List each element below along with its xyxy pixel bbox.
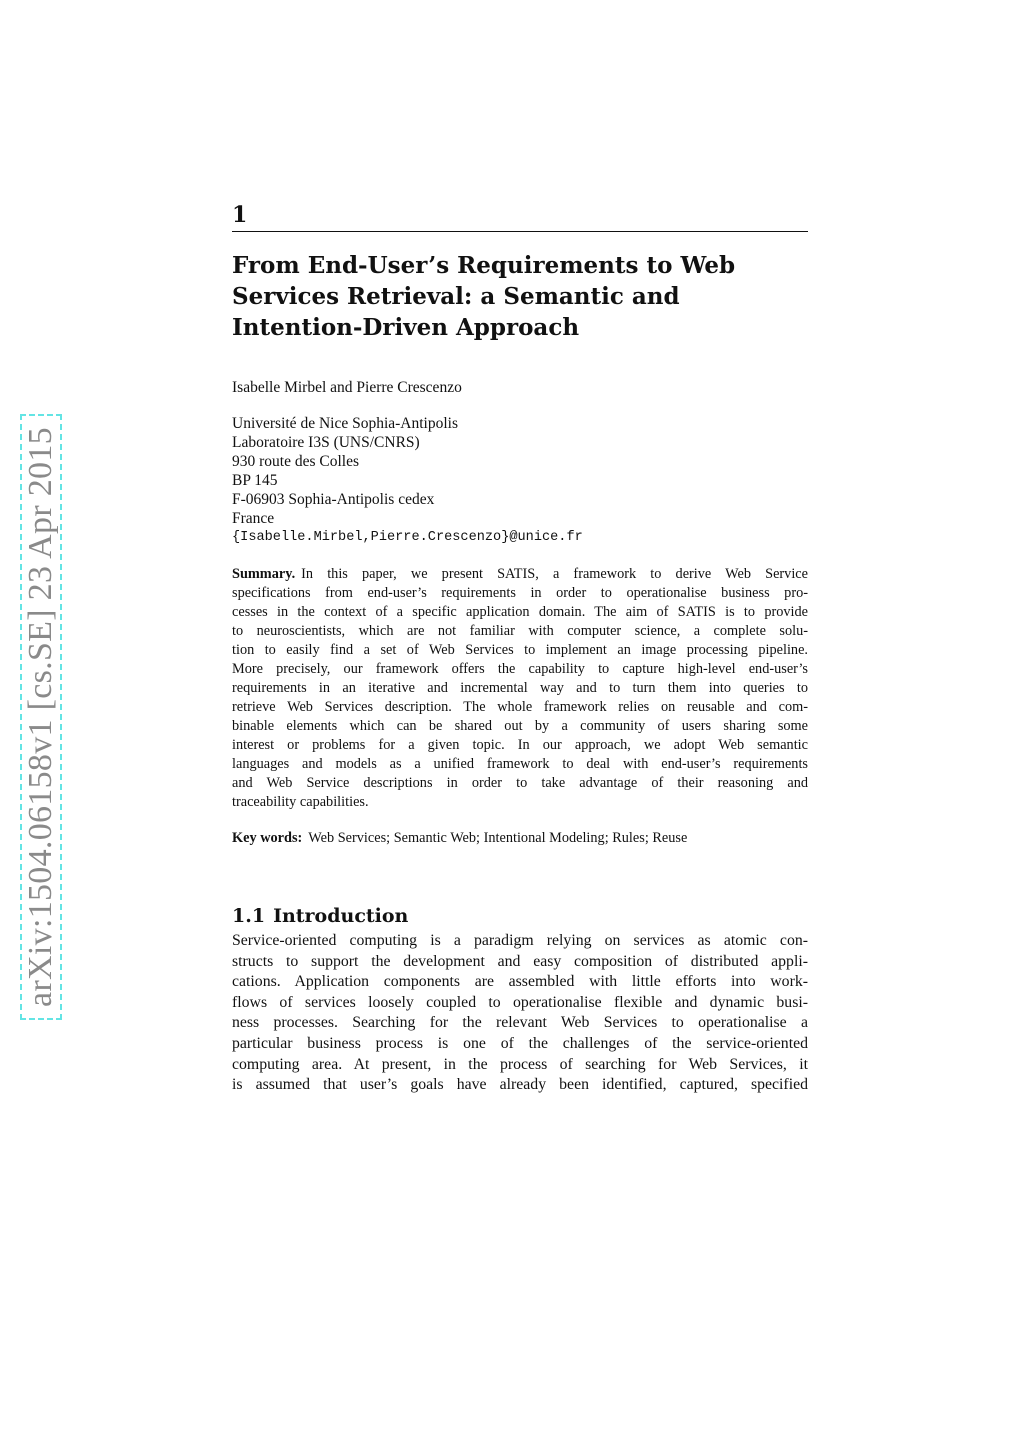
summary-line: specifications from end-user’s requirements in order to operationalise business pro- <box>232 585 808 601</box>
summary-text: In this paper, we present SATIS, a framework to derive Web Service <box>301 566 808 582</box>
summary-line: binable elements which can be shared out by a community of users sharing some <box>232 718 808 734</box>
summary-line: More precisely, our framework offers the capability to capture high-level end-user’s <box>232 661 808 677</box>
intro-line: particular business process is one of the challenges of the service-oriented <box>232 1034 808 1052</box>
affiliation-line: France <box>232 510 275 527</box>
summary-line: interest or problems for a given topic. In our approach, we adopt Web semantic <box>232 737 808 753</box>
keywords <box>232 829 808 848</box>
keywords-label: Key words: <box>232 830 303 846</box>
intro-line: flows of services loosely coupled to operationalise flexible and dynamic busi- <box>232 993 808 1011</box>
summary-label: Summary. <box>232 566 296 582</box>
summary-line: retrieve Web Services description. The whole framework relies on reusable and com- <box>232 699 808 715</box>
title-line: Intention-Driven Approach <box>232 314 580 341</box>
chapter-number: 1 <box>232 202 248 228</box>
intro-line: computing area. At present, in the process of searching for Web Services, it <box>232 1055 808 1073</box>
summary-line: cesses in the context of a specific application domain. The aim of SATIS is to provide <box>232 604 808 620</box>
section-heading <box>232 904 408 929</box>
keywords-text: Web Services; Semantic Web; Intentional Modeling; Rules; Reuse <box>308 830 688 846</box>
summary-abstract <box>232 565 808 812</box>
title-line: Services Retrieval: a Semantic and <box>232 283 680 310</box>
affiliation-line: Laboratoire I3S (UNS/CNRS) <box>232 434 420 451</box>
author-email: {Isabelle.Mirbel,Pierre.Crescenzo}@unice.fr <box>232 530 583 545</box>
affiliation-line: Université de Nice Sophia-Antipolis <box>232 415 458 432</box>
intro-line: ness processes. Searching for the relevant Web Services to operationalise a <box>232 1014 808 1032</box>
affiliation-line: BP 145 <box>232 472 278 489</box>
intro-line: structs to support the development and easy composition of distributed appli- <box>232 952 808 970</box>
authors: Isabelle Mirbel and Pierre Crescenzo <box>232 379 462 396</box>
intro-line: cations. Application components are assembled with little efforts into work- <box>232 973 808 991</box>
summary-line: traceability capabilities. <box>232 794 369 810</box>
chapter-title <box>232 250 808 343</box>
section-title: Introduction <box>273 904 409 927</box>
summary-line: and Web Service descriptions in order to take advantage of their reasoning and <box>232 775 808 791</box>
summary-line: requirements in an iterative and incremental way and to turn them into queries to <box>232 680 808 696</box>
arxiv-stamp <box>20 414 62 1020</box>
title-line: From End-User’s Requirements to Web <box>232 252 736 279</box>
introduction-paragraph <box>232 931 808 1096</box>
intro-line: Service-oriented computing is a paradigm relying on services as atomic con- <box>232 932 808 949</box>
section-number: 1.1 <box>232 904 266 927</box>
arxiv-identifier: arXiv:1504.06158v1 [cs.SE] 23 Apr 2015 <box>22 427 59 1007</box>
intro-line: is assumed that user’s goals have already been identified, captured, specified <box>232 1076 808 1094</box>
affiliation-block <box>232 414 583 547</box>
affiliation-line: 930 route des Colles <box>232 453 359 470</box>
summary-line: tion to easily find a set of Web Services to implement an image processing pipeline. <box>232 642 808 658</box>
chapter-rule <box>232 231 808 232</box>
summary-line <box>232 565 808 584</box>
summary-line: to neuroscientists, which are not familiar with computer science, a complete solu- <box>232 623 808 639</box>
affiliation-line: F-06903 Sophia-Antipolis cedex <box>232 491 435 508</box>
summary-line: languages and models as a unified framework to deal with end-user’s requirements <box>232 756 808 772</box>
